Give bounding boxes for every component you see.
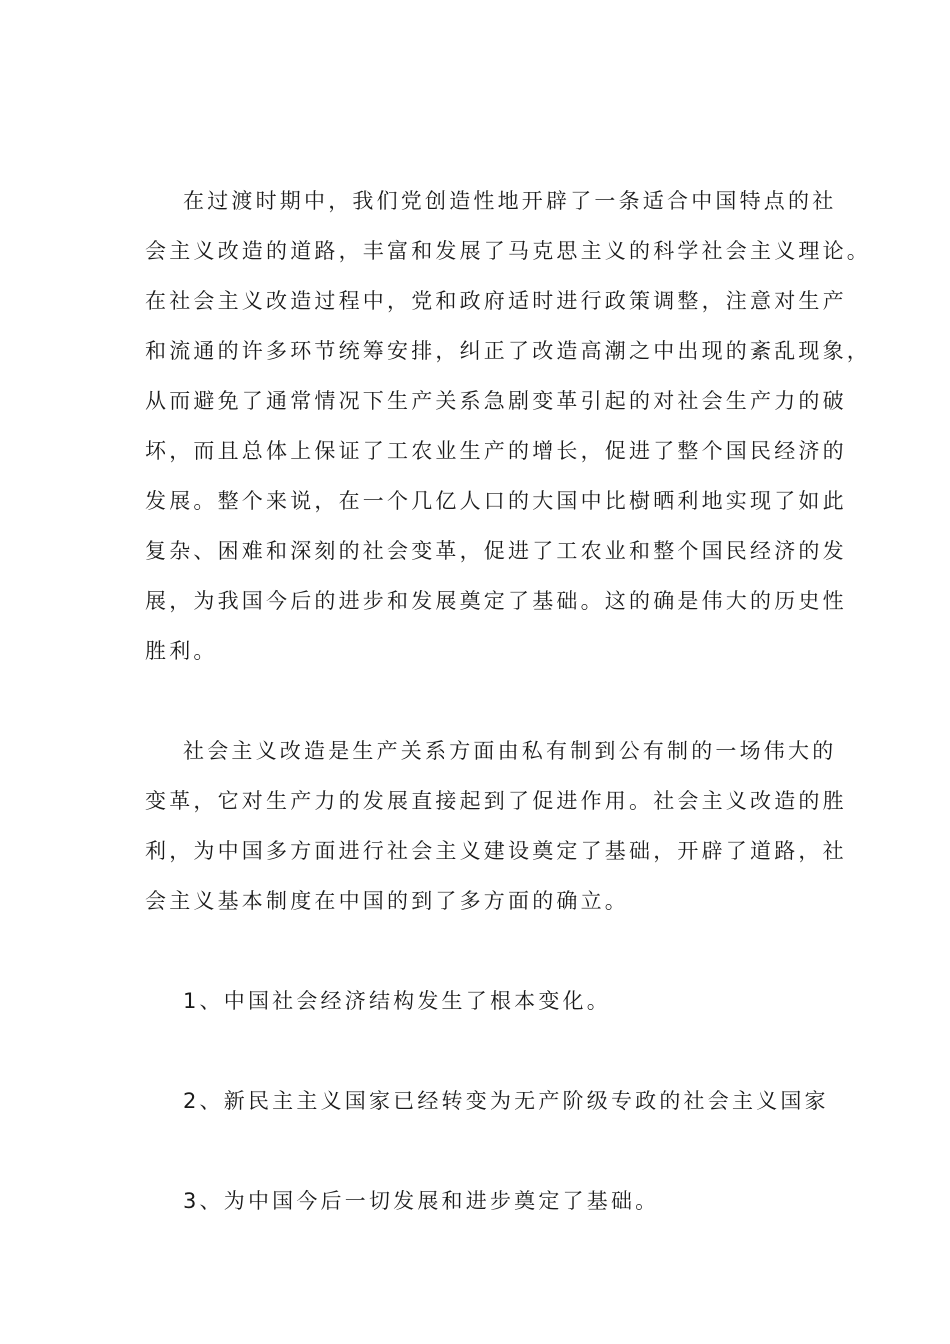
paragraph-line: 在过渡时期中，我们党创造性地开辟了一条适合中国特点的社 — [183, 189, 837, 213]
list-item: 2、新民主主义国家已经转变为无产阶级专政的社会主义国家 — [183, 1089, 829, 1113]
paragraph-line: 社会主义改造是生产关系方面由私有制到公有制的一场伟大的 — [183, 739, 837, 763]
paragraph-line: 在社会主义改造过程中，党和政府适时进行政策调整，注意对生产 — [145, 289, 847, 313]
list-item: 1、中国社会经济结构发生了根本变化。 — [183, 989, 611, 1013]
paragraph-line: 展，为我国今后的进步和发展奠定了基础。这的确是伟大的历史性 — [145, 589, 847, 613]
paragraph-line: 发展。整个来说，在一个几亿人口的大国中比樹晒利地实现了如此 — [145, 489, 847, 513]
paragraph-line: 复杂、困难和深刻的社会变革，促进了工农业和整个国民经济的发 — [145, 539, 847, 563]
list-item: 3、为中国今后一切发展和进步奠定了基础。 — [183, 1189, 660, 1213]
paragraph-line: 坏，而且总体上保证了工农业生产的增长，促进了整个国民经济的 — [145, 439, 847, 463]
paragraph-line: 会主义基本制度在中国的到了多方面的确立。 — [145, 889, 629, 913]
paragraph-line: 和流通的许多环节统筹安排，纠正了改造高潮之中出现的紊乱现象， — [145, 339, 871, 363]
paragraph-line: 变革，它对生产力的发展直接起到了促进作用。社会主义改造的胜 — [145, 789, 847, 813]
paragraph-line: 从而避免了通常情况下生产关系急剧变革引起的对社会生产力的破 — [145, 389, 847, 413]
paragraph-line: 利，为中国多方面进行社会主义建设奠定了基础，开辟了道路，社 — [145, 839, 847, 863]
paragraph-line: 会主义改造的道路，丰富和发展了马克思主义的科学社会主义理论。 — [145, 239, 871, 263]
paragraph-line: 胜利。 — [145, 639, 218, 663]
